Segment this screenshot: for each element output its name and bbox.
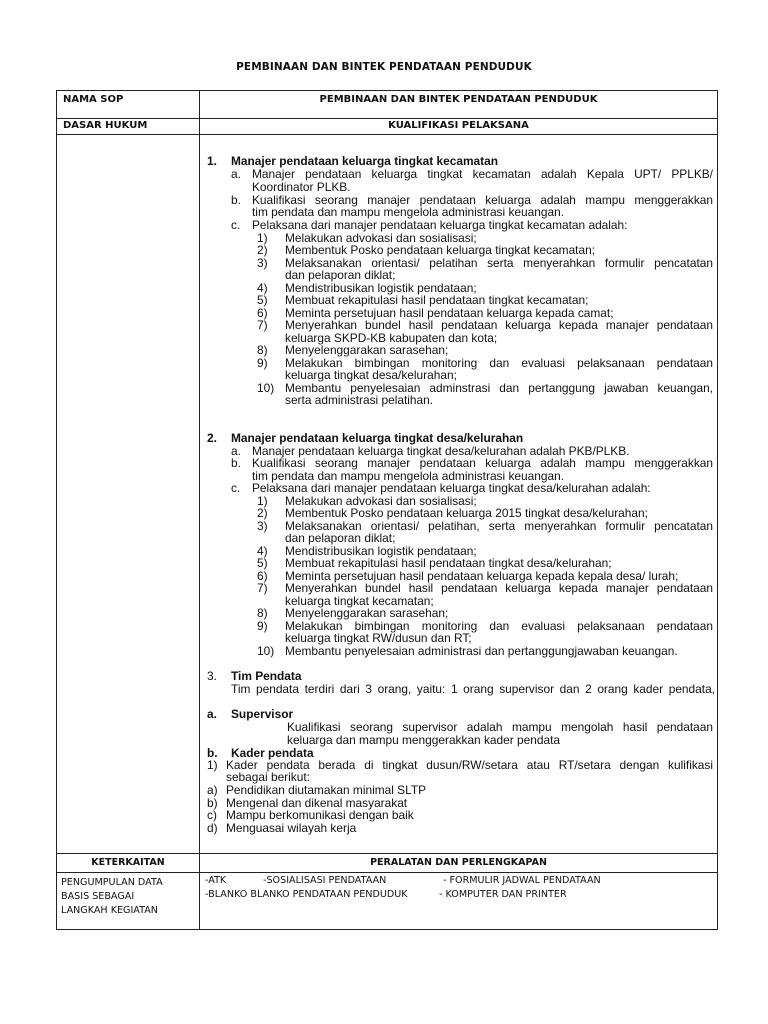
- list-item: Melakukan advokasi dan sosialisasi;: [285, 230, 477, 245]
- section-2-c-line1: Pelaksana dari manajer pendataan keluarga tingkat desa/kelurahan adalah:: [252, 481, 651, 495]
- list-item: Menyerahkan bundel hasil pendataan keluarga kepada manajer pendataan: [285, 318, 713, 332]
- kualifikasi-pelaksana-label: KUALIFIKASI PELAKSANA: [388, 120, 529, 131]
- list-item-number: 3): [257, 518, 268, 533]
- list-item-number: 5): [257, 293, 268, 307]
- list-item-number: 6): [257, 568, 268, 583]
- requirement-mark: a): [207, 783, 218, 797]
- kader-1-line2: sebagai berikut:: [226, 770, 310, 784]
- section-2-number: 2.: [207, 431, 217, 445]
- list-item: Menyelenggarakan sarasehan;: [285, 343, 449, 357]
- requirement-mark: b): [207, 795, 218, 810]
- list-item: Membantu penyelesaian administrasi dan pertanggungjawaban keuangan.: [285, 643, 678, 658]
- section-1-c-line1: Pelaksana dari manajer pendataan keluarga tingkat kecamatan adalah:: [252, 218, 628, 232]
- list-item-number: 7): [257, 318, 268, 332]
- section-2-heading: Manajer pendataan keluarga tingkat desa/kelurahan: [231, 431, 524, 445]
- kualifikasi-content-cell: [200, 135, 718, 854]
- list-item-number: 6): [257, 305, 268, 320]
- kader-1-line1: Kader pendata berada di tingkat dusun/RW/setara atau RT/setara dengan kulifikasi: [226, 758, 713, 772]
- section-3-heading: Tim Pendata: [231, 669, 302, 683]
- section-3-b-mark: b.: [207, 745, 218, 760]
- list-item-continuation: serta administrasi pelatihan.: [285, 393, 434, 407]
- list-item: Meminta persetujuan hasil pendataan keluarga kepada camat;: [285, 305, 614, 320]
- section-2-c-mark: c.: [231, 481, 241, 495]
- section-2-a-line1: Manajer pendataan keluarga tingkat desa/kelurahan adalah PKB/PLKB.: [252, 443, 630, 458]
- pengumpulan-cell: [57, 873, 200, 930]
- list-item-number: 1): [257, 493, 268, 508]
- list-item-number: 2): [257, 243, 268, 257]
- section-3-intro: Tim pendata terdiri dari 3 orang, yaitu: 1 orang supervisor dan 2 orang kader pendata,: [231, 681, 715, 696]
- list-item-continuation: keluarga tingkat desa/kelurahan;: [285, 368, 457, 382]
- list-item: Membuat rekapitulasi hasil pendataan tingkat desa/kelurahan;: [285, 556, 612, 570]
- supervisor-line1: Kualifikasi seorang supervisor adalah mampu mengolah hasil pendataan: [287, 720, 713, 734]
- peralatan-formulir: - FORMULIR JADWAL PENDATAAN: [443, 875, 601, 886]
- section-1-a-mark: a.: [231, 167, 241, 181]
- peralatan-label: PERALATAN DAN PERLENGKAPAN: [370, 857, 547, 868]
- list-item-number: 9): [257, 618, 268, 633]
- section-1-c-mark: c.: [231, 218, 241, 232]
- keterkaitan-label-cell: [57, 854, 200, 873]
- requirement-mark: d): [207, 820, 218, 835]
- sop-table: [56, 90, 718, 930]
- list-item: Menyelenggarakan sarasehan;: [285, 606, 449, 620]
- list-item-number: 3): [257, 255, 268, 270]
- list-item: Melakukan bimbingan monitoring dan evaluasi pelaksanaan pendataan: [285, 618, 713, 633]
- pengumpulan-text: [57, 873, 199, 918]
- nama-sop-row: [57, 91, 718, 119]
- section-2-b-mark: b.: [231, 456, 241, 470]
- section-1-heading: Manajer pendataan keluarga tingkat kecamatan: [231, 154, 498, 168]
- keterkaitan-row: [57, 854, 718, 873]
- supervisor-heading: Supervisor: [231, 707, 294, 721]
- section-1-b-mark: b.: [231, 192, 241, 207]
- kualifikasi-label-cell: [200, 119, 718, 135]
- requirement-mark: c): [207, 808, 217, 822]
- list-item: Melakukan bimbingan monitoring dan evaluasi pelaksanaan pendataan: [285, 355, 713, 370]
- list-item: Mendistribusikan logistik pendataan;: [285, 280, 477, 295]
- nama-sop-label: NAMA SOP: [63, 94, 124, 105]
- section-1-b-line1: Kualifikasi seorang manajer pendataan keluarga adalah mampu menggerakkan: [252, 192, 713, 207]
- list-item-continuation: keluarga SKPD-KB kabupaten dan kota;: [285, 330, 498, 345]
- section-1-number: 1.: [207, 154, 217, 168]
- pengumpulan-line-1: PENGUMPULAN DATA: [61, 877, 163, 888]
- list-item: Melaksanakan orientasi/ pelatihan serta menyerahkan formulir pencatatan: [285, 255, 713, 270]
- kader-heading: Kader pendata: [231, 745, 314, 760]
- nama-sop-label-cell: [57, 91, 200, 119]
- peralatan-label-cell: [200, 854, 718, 873]
- list-item: Meminta persetujuan hasil pendataan keluarga kepada kepala desa/ lurah;: [285, 568, 679, 583]
- section-2-b-line1: Kualifikasi seorang manajer pendataan keluarga adalah mampu menggerakkan: [252, 456, 713, 470]
- requirement-item: Mengenal dan dikenal masyarakat: [226, 795, 408, 810]
- dasar-hukum-row: [57, 119, 718, 135]
- list-item-number: 10): [257, 380, 275, 395]
- list-item-number: 4): [257, 543, 268, 558]
- supervisor-line2: keluarga dan mampu menggerakkan kader pendata: [287, 732, 561, 747]
- peralatan-cell: [200, 873, 718, 930]
- requirement-item: Mampu berkomunikasi dengan baik: [226, 808, 414, 822]
- list-item-number: 10): [257, 643, 275, 658]
- list-item-number: 9): [257, 355, 268, 370]
- list-item-continuation: dan pelaporan diklat;: [285, 268, 396, 282]
- list-item: Membentuk Posko pendataan keluarga tingkat kecamatan;: [285, 243, 596, 257]
- list-item-number: 4): [257, 280, 268, 295]
- list-item-number: 7): [257, 581, 268, 595]
- requirement-item: Menguasai wilayah kerja: [226, 820, 357, 835]
- list-item-number: 5): [257, 556, 268, 570]
- dasar-hukum-label: DASAR HUKUM: [63, 120, 148, 131]
- dasar-hukum-content-cell: [57, 135, 200, 854]
- list-item: Mendistribusikan logistik pendataan;: [285, 543, 477, 558]
- peralatan-sosialisasi: -SOSIALISASI PENDATAAN: [263, 875, 387, 886]
- list-item-continuation: keluarga tingkat kecamatan;: [285, 593, 434, 608]
- body-row: [57, 135, 718, 854]
- list-item: Membantu penyelesaian adminstrasi dan pertanggung jawaban keuangan,: [285, 380, 713, 395]
- peralatan-komputer: - KOMPUTER DAN PRINTER: [439, 889, 567, 900]
- section-2-a-mark: a.: [231, 443, 241, 458]
- dasar-hukum-label-cell: [57, 119, 200, 135]
- list-item: Menyerahkan bundel hasil pendataan keluarga kepada manajer pendataan: [285, 581, 713, 595]
- peralatan-blanko: -BLANKO BLANKO PENDATAAN PENDUDUK: [205, 889, 408, 900]
- section-1-b-line2: tim pendata dan mampu mengelola administrasi keuangan.: [252, 205, 564, 219]
- section-3-number: 3.: [207, 669, 217, 683]
- list-item-number: 8): [257, 606, 268, 620]
- list-item: Membentuk Posko pendataan keluarga 2015 tingkat desa/kelurahan;: [285, 506, 648, 520]
- section-2-b-line2: tim pendata dan mampu mengelola administrasi keuangan.: [252, 468, 564, 483]
- list-item-number: 8): [257, 343, 268, 357]
- kader-1-mark: 1): [207, 758, 218, 772]
- pengumpulan-line-2: BASIS SEBAGAI: [61, 891, 135, 902]
- kualifikasi-content: [200, 135, 717, 853]
- section-1-a-line1: Manajer pendataan keluarga tingkat kecamatan adalah Kepala UPT/ PPLKB/: [252, 167, 713, 181]
- nama-sop-value-cell: [200, 91, 718, 119]
- pengumpulan-row: [57, 873, 718, 930]
- list-item-number: 1): [257, 230, 268, 245]
- list-item: Melaksanakan orientasi/ pelatihan, serta menyerahkan formulir pencatatan: [285, 518, 713, 533]
- list-item-continuation: keluarga tingkat RW/dusun dan RT;: [285, 631, 472, 645]
- keterkaitan-label: KETERKAITAN: [91, 857, 165, 868]
- document-title: PEMBINAAN DAN BINTEK PENDATAAN PENDUDUK: [236, 61, 532, 73]
- requirement-item: Pendidikan diutamakan minimal SLTP: [226, 783, 427, 797]
- list-item: Melakukan advokasi dan sosialisasi;: [285, 493, 477, 508]
- peralatan-atk: -ATK: [205, 875, 227, 886]
- list-item: Membuat rekapitulasi hasil pendataan tingkat kecamatan;: [285, 293, 589, 307]
- section-3-a-mark: a.: [207, 707, 217, 721]
- section-1-a-line2: Koordinator PLKB.: [252, 179, 351, 194]
- pengumpulan-line-3: LANGKAH KEGIATAN: [61, 905, 158, 916]
- list-item-continuation: dan pelaporan diklat;: [285, 531, 396, 545]
- list-item-number: 2): [257, 506, 268, 520]
- nama-sop-value: PEMBINAAN DAN BINTEK PENDATAAN PENDUDUK: [319, 94, 598, 105]
